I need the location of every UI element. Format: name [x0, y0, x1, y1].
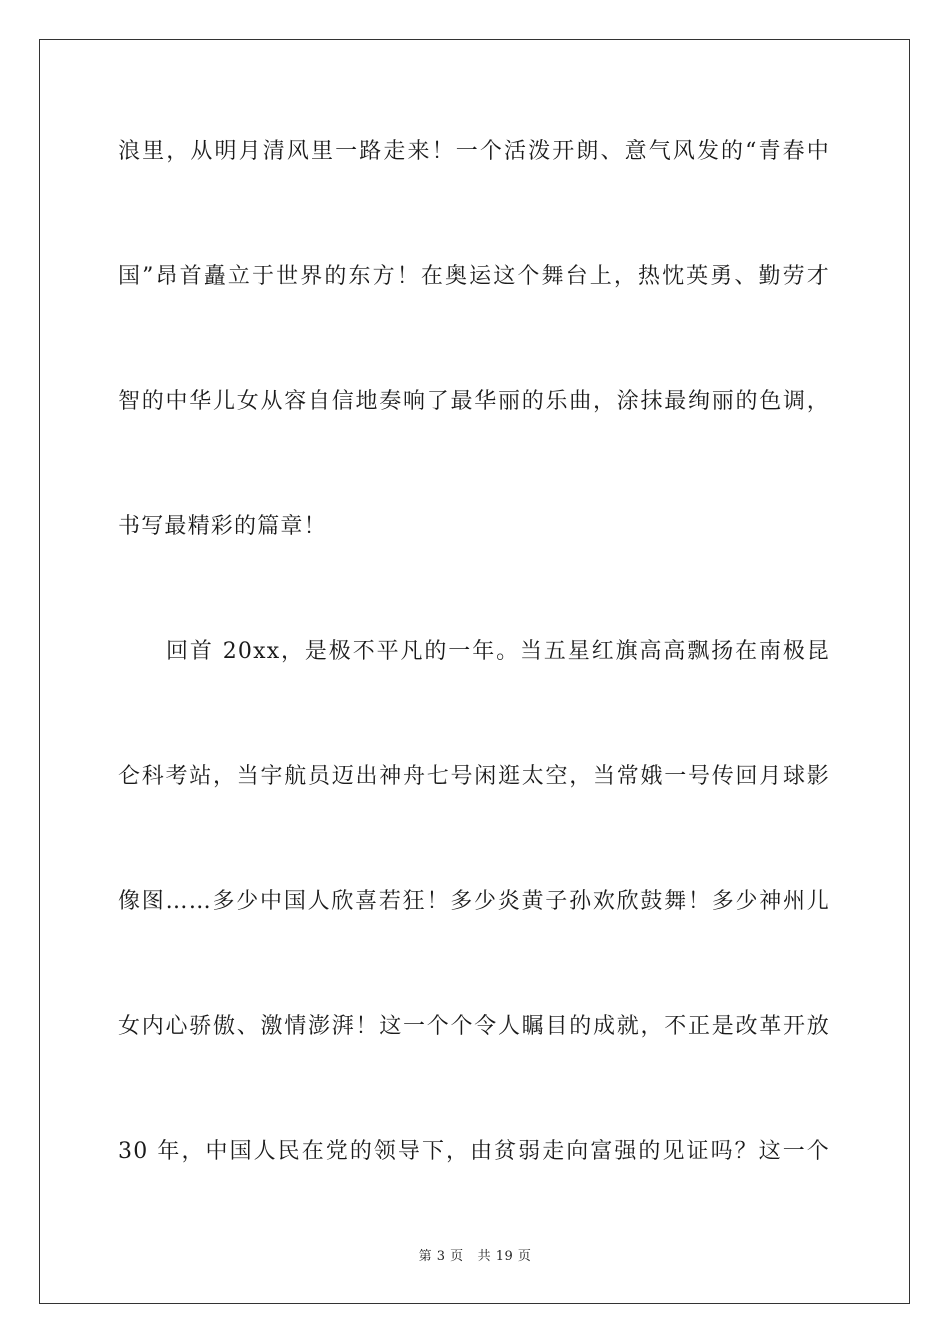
text-line: 30 年，中国人民在党的领导下，由贫弱走向富强的见证吗？这一个 — [118, 1139, 830, 1164]
text-line: 女内心骄傲、激情澎湃！这一个个令人瞩目的成就，不正是改革开放 — [118, 1014, 830, 1039]
text-line: 像图……多少中国人欣喜若狂！多少炎黄子孙欢欣鼓舞！多少神州儿 — [118, 889, 830, 914]
text-line: 浪里，从明月清风里一路走来！一个活泼开朗、意气风发的“青春中 — [118, 139, 830, 164]
text-line-paragraph-start: 回首 20xx，是极不平凡的一年。当五星红旗高高飘扬在南极昆 — [166, 639, 830, 664]
text-line: 智的中华儿女从容自信地奏响了最华丽的乐曲，涂抹最绚丽的色调， — [118, 389, 830, 414]
text-line: 国”昂首矗立于世界的东方！在奥运这个舞台上，热忱英勇、勤劳才 — [118, 264, 830, 289]
page-total: 共 19 页 — [477, 1249, 532, 1264]
text-line: 仑科考站，当宇航员迈出神舟七号闲逛太空，当常娥一号传回月球影 — [118, 764, 830, 789]
text-line-paragraph-end: 书写最精彩的篇章！ — [118, 514, 327, 539]
document-body — [118, 128, 830, 1253]
page-number: 第 3 页 — [418, 1249, 464, 1264]
page-footer — [0, 1245, 950, 1264]
